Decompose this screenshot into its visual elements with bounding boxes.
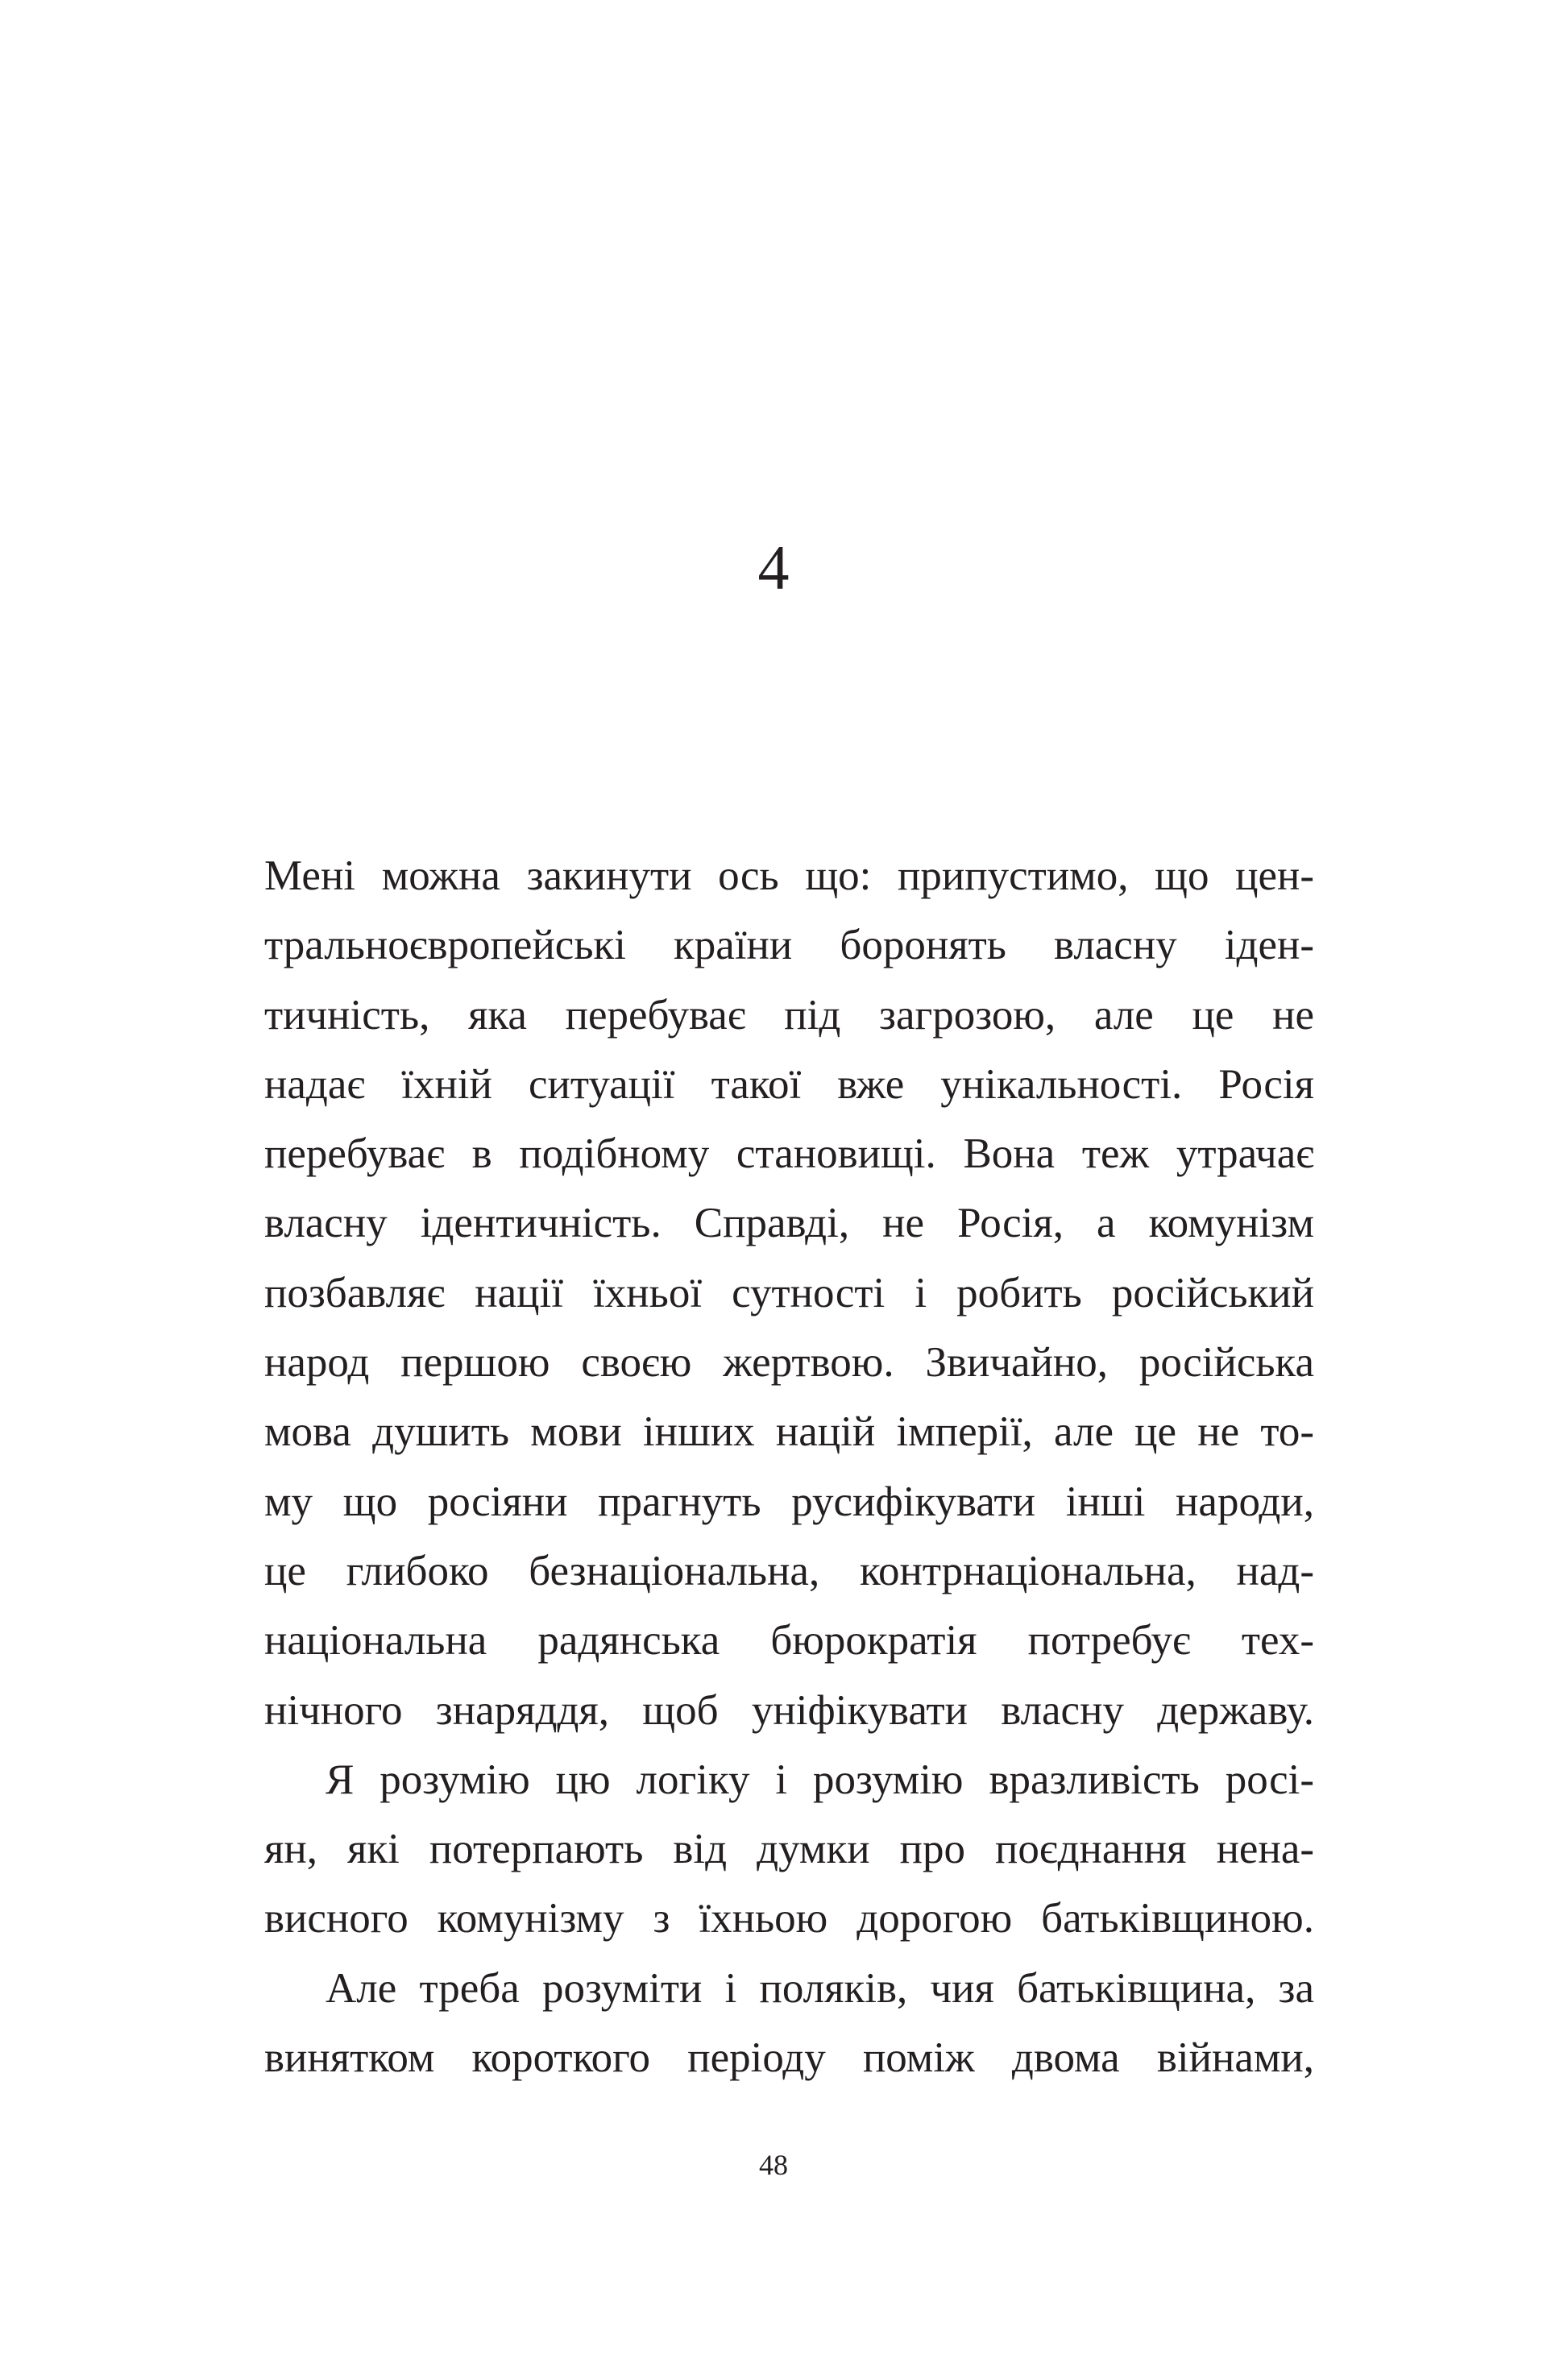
text-line: Але треба розуміти і поляків, чия батьківщина, за bbox=[326, 1964, 1314, 2012]
text-line: власну ідентичність. Справді, не Росія, а комунізм bbox=[264, 1200, 1314, 1247]
text-line: позбавляє нації їхньої сутності і робить російський bbox=[264, 1269, 1314, 1316]
text-line: Мені можна закинути ось що: припустимо, що цен- bbox=[264, 852, 1314, 899]
text-line: нічного знаряддя, щоб уніфікувати власну державу. bbox=[264, 1686, 1314, 1734]
text-line: Я розумію цю логіку і розумію вразливість росі- bbox=[326, 1756, 1314, 1803]
page-number: 48 bbox=[759, 2149, 788, 2181]
text-line: винятком короткого періоду поміж двома війнами, bbox=[264, 2034, 1314, 2082]
text-line: мова душить мови інших націй імперії, але це не то- bbox=[264, 1408, 1314, 1456]
text-line: тральноєвропейські країни боронять власну іден- bbox=[264, 922, 1314, 969]
text-line: народ першою своєю жертвою. Звичайно, російська bbox=[264, 1339, 1314, 1387]
chapter-number: 4 bbox=[757, 533, 790, 603]
text-line: це глибоко безнаціональна, контрнаціональна, над- bbox=[264, 1547, 1314, 1594]
text-line: національна радянська бюрократія потребує тех- bbox=[264, 1617, 1314, 1665]
text-line: перебуває в подібному становищі. Вона теж утрачає bbox=[264, 1130, 1314, 1178]
body-text bbox=[264, 841, 1314, 2092]
text-line: надає їхній ситуації такої вже унікальності. Росія bbox=[264, 1060, 1314, 1108]
text-line: тичність, яка перебуває під загрозою, але це не bbox=[264, 991, 1314, 1039]
text-line: ян, які потерпають від думки про поєднання нена- bbox=[264, 1826, 1314, 1873]
text-line: му що росіяни прагнуть русифікувати інші народи, bbox=[264, 1478, 1314, 1525]
text-line: висного комунізму з їхньою дорогою батьківщиною. bbox=[264, 1895, 1314, 1943]
